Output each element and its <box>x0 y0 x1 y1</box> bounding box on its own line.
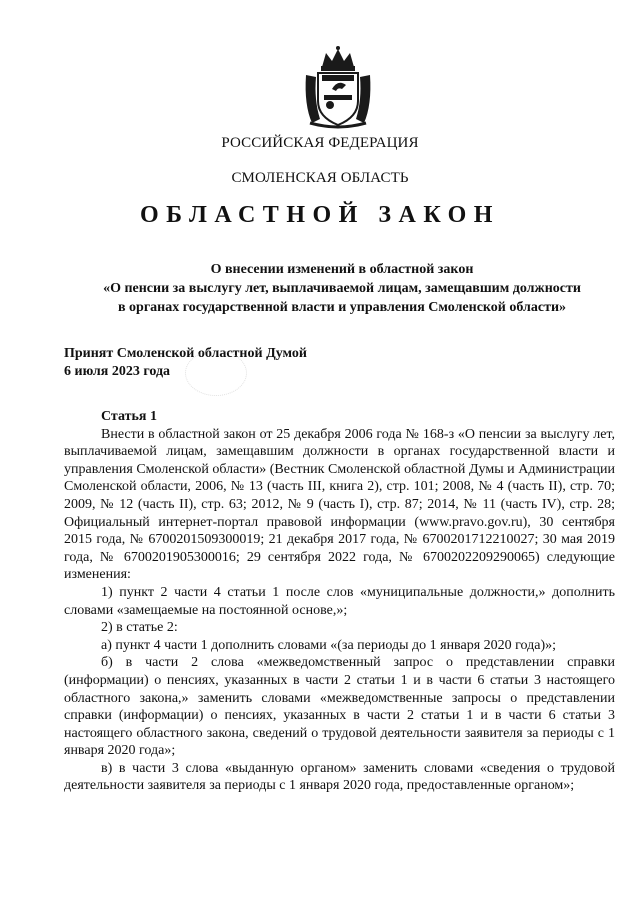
article-intro-paragraph: Внести в областной закон от 25 декабря 2006 года № 168-з «О пенсии за выслугу лет, выплачиваемой лицам, замещавшим должности в органах государственной власти и управления Смоленской области» (Вестник Смоленской областной Думы и Администрации Смоленской области, 2006, № 13 (часть III, книга 2), стр. 101; 2008, № 4 (часть II), стр. 70; 2009, № 12 (часть II), стр. 63; 2012, № 9 (часть I), стр. 87; 2014, № 11 (часть IV), стр. 28; Официальный интернет-портал правовой информации (www.pravo.gov.ru), 30 сентября 2015 года, № 6700201509300019; 21 декабря 2017 года, № 6700201712210027; 30 мая 2019 года, № 6700201905300016; 29 сентября 2022 года, № 6700202209290065) следующие изменения: <box>64 426 615 583</box>
amendment-item-1: 1) пункт 2 части 4 статьи 1 после слов «муниципальные должности,» дополнить словами «замещаемые на постоянной основе,»; <box>64 584 615 618</box>
article-body <box>64 408 615 795</box>
amendment-item-2: 2) в статье 2: <box>101 620 178 636</box>
adopted-date: 6 июля 2023 года <box>64 364 171 379</box>
document-type-title: ОБЛАСТНОЙ ЗАКОН <box>140 202 500 228</box>
country-heading: РОССИЙСКАЯ ФЕДЕРАЦИЯ <box>221 135 419 151</box>
amendment-item-2c: в) в части 3 слова «выданную органом» заменить словами «сведения о трудовой деятельности заявителя за периоды с 1 января 2020 года, предоставленные органом»; <box>64 760 615 794</box>
faint-stamp-impression <box>185 350 247 396</box>
coat-of-arms-emblem <box>302 45 374 129</box>
crown-icon <box>321 46 355 71</box>
article-title: Статья 1 <box>101 409 157 424</box>
amendment-item-2b: б) в части 2 слова «межведомственный запрос о представлении справки (информации) о пенсиях, указанных в части 2 статьи 1 и в части 6 статьи 3 настоящего областного закона,» заменить словами «межведомственные запросы о представлении справки (информации) о пенсиях, указанных в части 2 статьи 1 и в части 6 статьи 3 настоящего областного закона, сведений о трудовой деятельности заявителя за периоды с 1 января 2020 года»; <box>64 655 615 759</box>
law-subject <box>60 260 624 317</box>
subject-line-2: «О пенсии за выслугу лет, выплачиваемой лицам, замещавшим должности <box>103 281 581 296</box>
subject-line-1: О внесении изменений в областной закон <box>210 262 474 277</box>
subject-line-3: в органах государственной власти и управления Смоленской области» <box>117 300 567 315</box>
shield-icon <box>318 73 358 125</box>
amendment-item-2a: а) пункт 4 части 1 дополнить словами «(за периоды до 1 января 2020 года)»; <box>101 637 557 653</box>
region-heading: СМОЛЕНСКАЯ ОБЛАСТЬ <box>231 170 409 186</box>
adopted-by: Принят Смоленской областной Думой <box>64 346 307 361</box>
